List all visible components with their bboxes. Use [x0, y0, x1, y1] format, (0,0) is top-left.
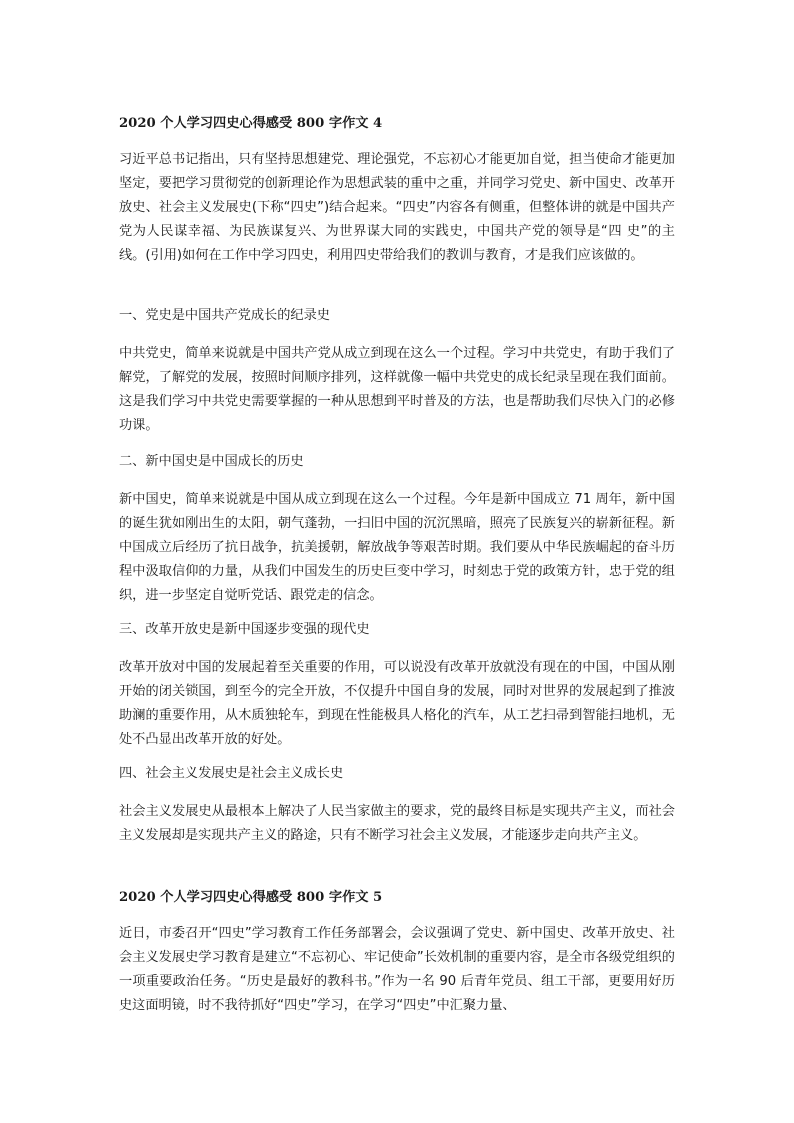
section-1-paragraph: 中共党史，简单来说就是中国共产党从成立到现在这么一个过程。学习中共党史，有助于我们了解党，了解党的发展，按照时间顺序排列，这样就像一幅中共党史的成长纪录呈现在我们面前。这是我们学习中共党史需要掌握的一种从思想到平时普及的方法，也是帮助我们尽快入门的必修功课。	[119, 346, 675, 433]
section-4-heading: 四、社会主义发展史是社会主义成长史	[119, 766, 344, 781]
closing-paragraph: 近日，市委召开“四史”学习教育工作任务部署会，会议强调了党史、新中国史、改革开放史、社会主义发展史学习教育是建立“不忘初心、牢记使命”长效机制的重要内容，是全市各级党组织的一项重要政治任务。“历史是最好的教科书。”作为一名 90 后青年党员、组工干部，更要用好历史这面明镜，时不我待抓好“四史”学习，在学习“四史”中汇聚力量、	[119, 926, 675, 1013]
section-4-paragraph: 社会主义发展史从最根本上解决了人民当家做主的要求，党的最终目标是实现共产主义，而社会主义发展却是实现共产主义的路途，只有不断学习社会主义发展，才能逐步走向共产主义。	[119, 804, 675, 843]
section-1-heading: 一、党史是中国共产党成长的纪录史	[119, 308, 330, 323]
section-3-heading: 三、改革开放史是新中国逐步变强的现代史	[119, 622, 370, 637]
section-2-heading: 二、新中国史是中国成长的历史	[119, 454, 304, 469]
essay-title-4: 2020 个人学习四史心得感受 800 字作文 4	[119, 116, 383, 131]
section-2-paragraph: 新中国史，简单来说就是中国从成立到现在这么一个过程。今年是新中国成立 71 周年，新中国的诞生犹如刚出生的太阳，朝气蓬勃，一扫旧中国的沉沉黑暗，照亮了民族复兴的崭新征程。新中国成立后经历了抗日战争，抗美援朝，解放战争等艰苦时期。我们要从中华民族崛起的奋斗历程中汲取信仰的力量，从我们中国发生的历史巨变中学习，时刻忠于党的政策方针，忠于党的组织，进一步坚定自觉听党话、跟党走的信念。	[119, 492, 675, 603]
intro-paragraph: 习近平总书记指出，只有坚持思想建党、理论强党，不忘初心才能更加自觉，担当使命才能更加坚定，要把学习贯彻党的创新理论作为思想武装的重中之重，并同学习党史、新中国史、改革开放史、社会主义发展史(下称“四史”)结合起来。“四史”内容各有侧重，但整体讲的就是中国共产党为人民谋幸福、为民族谋复兴、为世界谋大同的实践史，中国共产党的领导是“四 史”的主线。(引用)如何在工作中学习四史，利用四史带给我们的教训与教育，才是我们应该做的。	[119, 152, 675, 263]
section-3-paragraph: 改革开放对中国的发展起着至关重要的作用，可以说没有改革开放就没有现在的中国，中国从刚开始的闭关锁国，到至今的完全开放，不仅提升中国自身的发展，同时对世界的发展起到了推波助澜的重要作用，从木质独轮车，到现在性能极具人格化的汽车，从工艺扫帚到智能扫地机，无处不凸显出改革开放的好处。	[119, 660, 675, 747]
essay-title-5: 2020 个人学习四史心得感受 800 字作文 5	[119, 890, 383, 905]
